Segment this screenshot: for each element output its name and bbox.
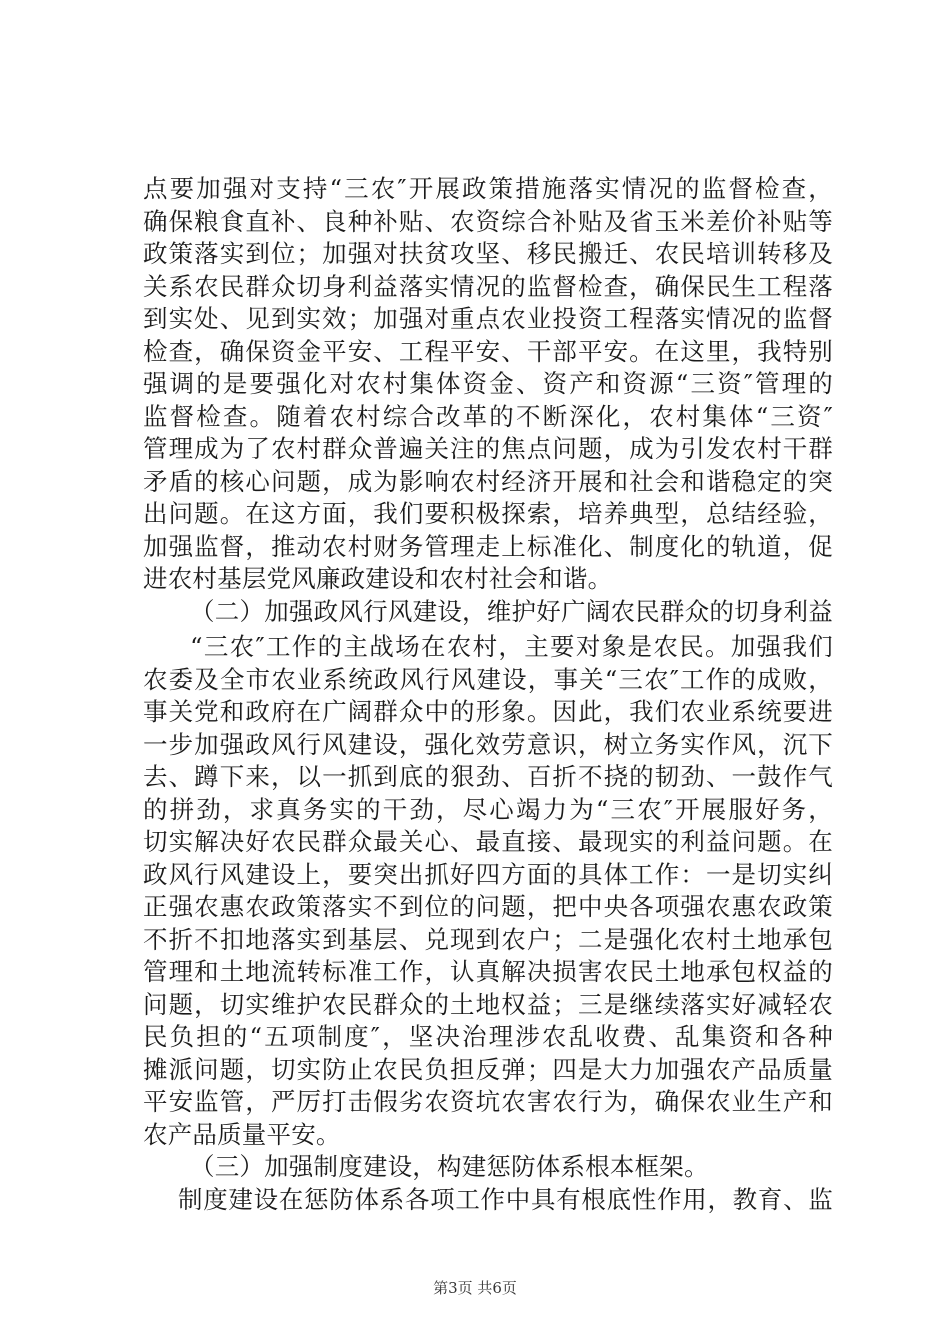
paragraph-1-line: 点要加强对支持“三农″开展政策措施落实情况的监督检查， — [143, 174, 833, 203]
paragraph-2-line: 的拼劲，求真务实的干劲，尽心竭力为“三农″开展服好务， — [143, 794, 833, 824]
paragraph-1-line: 出问题。在这方面，我们要积极探索，培养典型，总结经验， — [143, 499, 833, 528]
paragraph-2-line: 不折不扣地落实到基层、兑现到农户；二是强化农村土地承包 — [143, 924, 833, 954]
paragraph-3-line: 制度建设在惩防体系各项工作中具有根底性作用，教育、监 — [178, 1184, 833, 1214]
paragraph-1-line: 关系农民群众切身利益落实情况的监督检查，确保民生工程落 — [143, 271, 833, 301]
page-number: 第3页 共6页 — [433, 1279, 517, 1297]
paragraph-1-line: 矛盾的核心问题，成为影响农村经济开展和社会和谐稳定的突 — [143, 466, 833, 496]
paragraph-1-line: 政策落实到位；加强对扶贫攻坚、移民搬迁、农民培训转移及 — [143, 239, 833, 268]
paragraph-2-line: 农产品质量平安。 — [143, 1119, 341, 1149]
paragraph-1-line: 到实处、见到实效；加强对重点农业投资工程落实情况的监督 — [143, 304, 833, 333]
paragraph-1-line: 强调的是要强化对农村集体资金、资产和资源“三资″管理的 — [143, 369, 833, 398]
paragraph-2-line: 平安监管，严厉打击假劣农资坑农害农行为，确保农业生产和 — [143, 1087, 833, 1116]
paragraph-1-line: 确保粮食直补、良种补贴、农资综合补贴及省玉米差价补贴等 — [143, 206, 833, 236]
paragraph-2-line: 一步加强政风行风建设，强化效劳意识，树立务实作风，沉下 — [143, 729, 833, 759]
paragraph-2-line: 政风行风建设上，要突出抓好四方面的具体工作：一是切实纠 — [143, 859, 833, 889]
paragraph-1-line: 进农村基层党风廉政建设和农村社会和谐。 — [143, 564, 613, 593]
paragraph-2-line: 去、蹲下来，以一抓到底的狠劲、百折不挠的韧劲、一鼓作气 — [143, 762, 833, 791]
paragraph-2-line: 摊派问题，切实防止农民负担反弹；四是大力加强农产品质量 — [143, 1054, 833, 1084]
section-heading-2: （二）加强政风行风建设，维护好广阔农民群众的切身利益 — [190, 596, 833, 626]
section-heading-3: （三）加强制度建设，构建惩防体系根本框架。 — [190, 1152, 709, 1181]
paragraph-2-line: 农委及全市农业系统政风行风建设，事关“三农″工作的成败， — [143, 664, 833, 694]
paragraph-2-line: 民负担的“五项制度″，坚决治理涉农乱收费、乱集资和各种 — [143, 1022, 833, 1051]
paragraph-2-line: 正强农惠农政策落实不到位的问题，把中央各项强农惠农政策 — [143, 892, 833, 921]
paragraph-2-line: “三农″工作的主战场在农村，主要对象是农民。加强我们 — [190, 632, 833, 661]
paragraph-2-line: 切实解决好农民群众最关心、最直接、最现实的利益问题。在 — [143, 827, 833, 856]
paragraph-2-line: 管理和土地流转标准工作，认真解决损害农民土地承包权益的 — [143, 957, 833, 986]
paragraph-1-line: 加强监督，推动农村财务管理走上标准化、制度化的轨道，促 — [143, 531, 833, 561]
paragraph-1-line: 监督检查。随着农村综合改革的不断深化，农村集体“三资″ — [143, 401, 833, 431]
paragraph-1-line: 检查，确保资金平安、工程平安、干部平安。在这里，我特别 — [143, 336, 833, 366]
paragraph-2-line: 事关党和政府在广阔群众中的形象。因此，我们农业系统要进 — [143, 697, 833, 726]
paragraph-2-line: 问题，切实维护农民群众的土地权益；三是继续落实好减轻农 — [143, 989, 833, 1019]
paragraph-1-line: 管理成为了农村群众普遍关注的焦点问题，成为引发农村干群 — [143, 434, 833, 463]
